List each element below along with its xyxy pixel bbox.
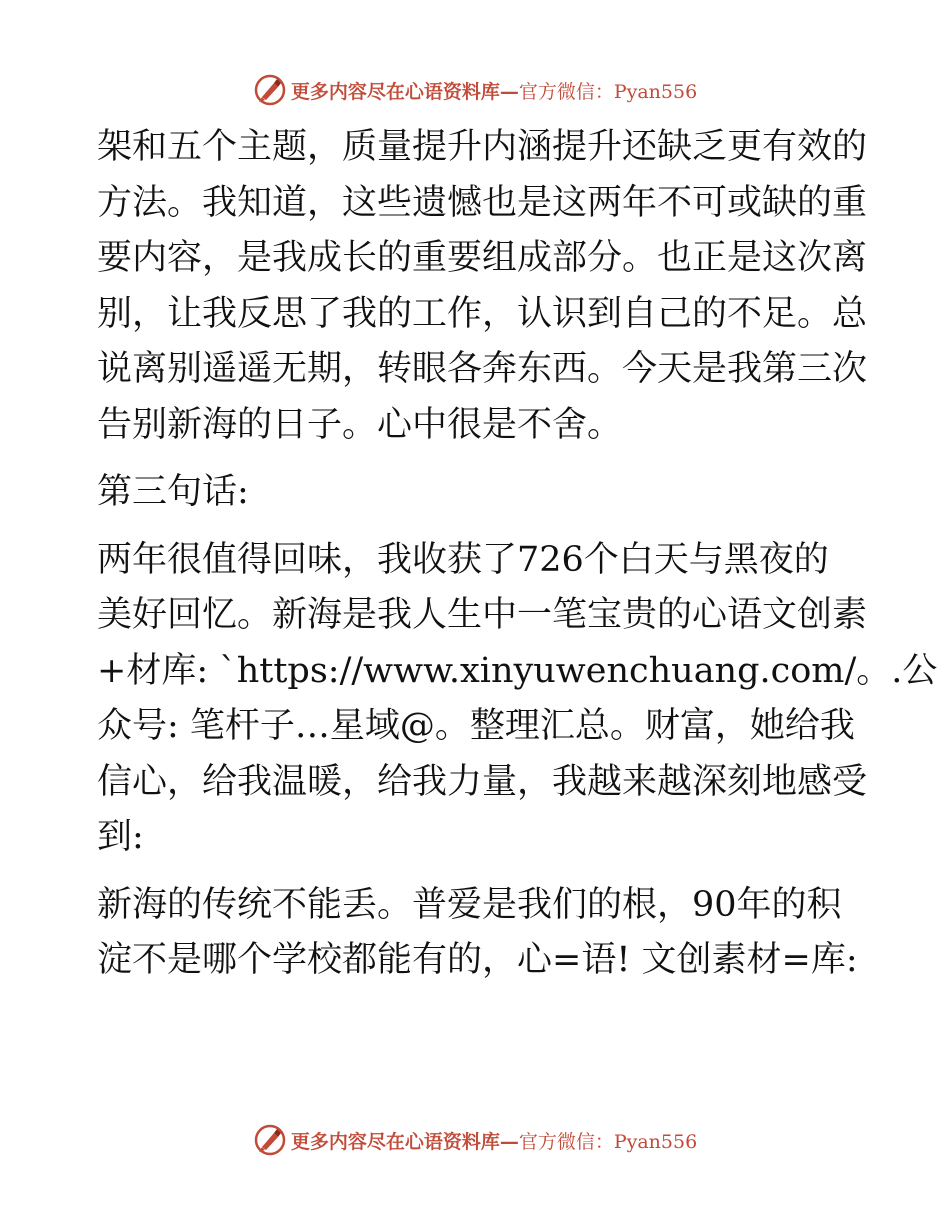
watermark-text: 更多内容尽在心语资料库—官方微信：Pyan556 bbox=[290, 80, 698, 103]
watermark-text: 更多内容尽在心语资料库—官方微信：Pyan556 bbox=[290, 1130, 698, 1153]
text-line: 信心，给我温暖，给我力量，我越来越深刻地感受 bbox=[97, 761, 868, 802]
text-line: 两年很值得回味，我收获了726个白天与黑夜的 bbox=[97, 539, 829, 580]
text-line: +材库: `https://www.xinyuwenchuang.com/。.公 bbox=[97, 650, 938, 691]
paragraph-2-heading bbox=[97, 465, 857, 521]
document-body bbox=[97, 120, 938, 1001]
text-line: 众号: 笔杆子…星域@。整理汇总。财富，她给我 bbox=[97, 706, 855, 746]
fountain-pen-logo-icon bbox=[253, 1123, 287, 1157]
text-line: 新海的传统不能丢。普爱是我们的根，90年的积 bbox=[97, 884, 842, 925]
header-watermark-banner bbox=[0, 70, 950, 110]
text-line: 告别新海的日子。心中很是不舍。 bbox=[97, 404, 623, 445]
paragraph-4 bbox=[97, 878, 857, 989]
text-line: 第三句话: bbox=[97, 472, 249, 512]
fountain-pen-logo-icon bbox=[253, 73, 287, 107]
text-line: 淀不是哪个学校都能有的，心=语! 文创素材=库: bbox=[97, 940, 858, 980]
text-line: 说离别遥遥无期，转眼各奔东西。今天是我第三次 bbox=[97, 349, 868, 389]
text-line: 到: bbox=[97, 817, 144, 857]
paragraph-3 bbox=[97, 533, 938, 866]
footer-watermark-banner bbox=[0, 1120, 950, 1160]
text-line: 架和五个主题，质量提升内涵提升还缺乏更有效的 bbox=[97, 127, 868, 167]
text-line: 方法。我知道，这些遗憾也是这两年不可或缺的重 bbox=[97, 182, 868, 223]
text-line: 要内容，是我成长的重要组成部分。也正是这次离 bbox=[97, 238, 868, 278]
paragraph-1 bbox=[97, 120, 868, 453]
text-line: 别，让我反思了我的工作，认识到自己的不足。总 bbox=[97, 293, 868, 334]
text-line: 美好回忆。新海是我人生中一笔宝贵的心语文创素 bbox=[97, 595, 868, 635]
